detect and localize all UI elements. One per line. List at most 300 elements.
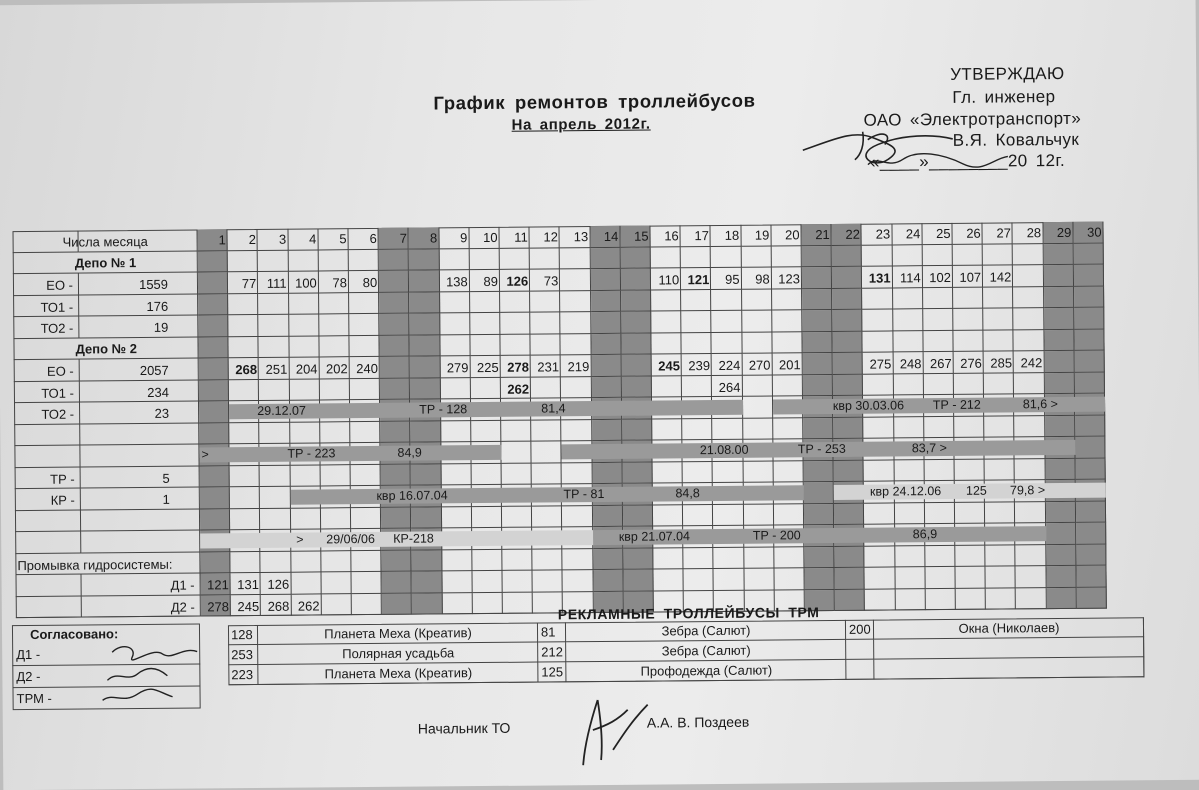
grid-cell [621,312,651,334]
grid-cell [983,308,1013,330]
grid-cell [651,333,681,355]
grid-cell [442,593,472,615]
grid-cell [350,421,380,443]
value-cell: 138 [439,272,469,291]
bar-date: квр 24.12.06 [870,484,941,500]
grid-cell [532,506,562,528]
grid-cell [865,589,895,611]
grid-cell [591,290,621,312]
grid-cell [804,568,834,590]
grid-cell [199,358,229,380]
value-cell: 202 [319,359,349,378]
grid-cell [442,571,472,593]
day-header: 3 [258,230,288,249]
value-cell: 110 [651,270,681,289]
grid-cell [1075,415,1105,437]
grid-cell [532,441,562,463]
grid-cell [651,311,681,333]
grid-cell [318,250,348,272]
grid-cell [653,505,683,527]
value-cell: 204 [289,359,319,378]
grid-cell [742,332,772,354]
grid-cell [1013,265,1043,287]
grid-cell [560,291,590,313]
grid-cell [742,375,772,397]
footer-position: Начальник ТО [418,720,511,737]
grid-cell [1075,437,1105,459]
grid-cell [533,570,563,592]
grid-cell [744,547,774,569]
value-cell: 240 [350,359,380,378]
grid-cell [835,589,865,611]
grid-cell [1013,244,1043,266]
grid-cell [200,487,230,509]
repair-schedule-grid [13,222,1108,619]
grid-cell [321,572,351,594]
bar-value: 83,7 > [912,441,947,456]
grid-cell [472,571,502,593]
grid-cell [440,292,470,314]
grid-cell [741,246,771,268]
value-cell: 268 [229,360,259,379]
grid-cell [683,505,713,527]
grid-cell [382,593,412,615]
grid-cell [500,248,530,270]
grid-cell [923,330,953,352]
grid-cell [561,334,591,356]
grid-cell [743,461,773,483]
grid-cell [804,460,834,482]
grid-cell [502,506,532,528]
grid-cell [1043,243,1073,265]
grid-cell [653,548,683,570]
grid-cell [953,330,983,352]
grid-cell [590,269,620,291]
value-cell: 285 [984,353,1014,372]
grid-cell [560,248,590,270]
adv-name: Окна (Николаев) [874,619,1144,636]
agreed-title: Согласовано: [30,626,118,642]
grid-cell [682,376,712,398]
grid-cell [198,251,228,273]
grid-cell [1046,544,1076,566]
grid-cell [260,508,290,530]
grid-cell [409,249,439,271]
day-header: 14 [590,227,620,246]
grid-cell [713,418,743,440]
grid-cell [714,547,744,569]
grid-cell [1016,588,1046,610]
grid-cell [351,464,381,486]
adv-name: Зебра (Салют) [566,622,846,639]
day-header: 12 [530,227,560,246]
grid-cell [864,503,894,525]
grid-cell [1016,566,1046,588]
grid-cell [259,379,289,401]
grid-cell [832,267,862,289]
day-header: 6 [348,229,378,248]
grid-cell [922,244,952,266]
grid-cell [1074,286,1104,308]
grid-cell [894,460,924,482]
value-cell: 131 [862,268,892,287]
wash-d1-value: 131 [231,575,261,594]
grid-cell [81,487,200,510]
grid-cell [622,419,652,441]
bar-date: 29.12.07 [257,404,306,419]
grid-cell [862,288,892,310]
month-days-label: Числа месяца [63,232,148,252]
grid-cell [895,589,925,611]
grid-cell [803,374,833,396]
grid-cell [986,566,1016,588]
value-cell: 201 [772,355,802,374]
grid-cell [412,593,442,615]
grid-cell [681,247,711,269]
bar-code: ТР - 200 [753,528,801,543]
grid-cell [1014,373,1044,395]
grid-cell [501,420,531,442]
grid-cell [471,463,501,485]
grid-cell [773,418,803,440]
grid-cell [1046,587,1076,609]
grid-cell [16,596,82,618]
approval-organization: ОАО «Электротранспорт» [863,109,1081,131]
adv-number: 128 [228,627,261,642]
grid-cell [1016,545,1046,567]
grid-cell [411,507,441,529]
grid-cell [651,290,681,312]
grid-cell [1015,502,1045,524]
bar-value: 84,9 [397,446,421,461]
grid-cell [563,549,593,571]
grid-cell [501,442,531,464]
grid-cell [1074,351,1104,373]
grid-cell [682,419,712,441]
grid-cell [412,550,442,572]
grid-cell [893,288,923,310]
agreed-d1-label: Д1 - [16,647,40,662]
grid-cell [381,507,411,529]
value-cell: 126 [500,272,530,291]
grid-cell [1045,501,1075,523]
grid-cell [198,294,228,316]
day-header: 26 [952,224,982,243]
grid-cell [955,567,985,589]
grid-cell [199,423,229,445]
grid-cell [893,309,923,331]
grid-cell [803,417,833,439]
depot-1-title: Депо № 1 [75,253,137,273]
grid-cell [409,270,439,292]
grid-cell [198,272,228,294]
grid-cell [955,459,985,481]
adv-cell [846,660,874,680]
grid-cell [1015,416,1045,438]
grid-cell [681,311,711,333]
grid-cell [440,313,470,335]
day-header: 20 [771,225,801,244]
grid-cell [1074,308,1104,330]
value-cell: 251 [259,360,289,379]
grid-cell [714,569,744,591]
row-total-to22: 23 [155,404,170,423]
value-cell: 224 [712,356,742,375]
grid-cell [1076,544,1106,566]
row-label-tr: ТР - [50,469,75,488]
day-header: 1 [198,230,228,249]
adv-name: Полярная усадьба [258,645,538,662]
wash-d1-value: 121 [201,575,231,594]
grid-cell [441,464,471,486]
grid-cell [409,292,439,314]
wash-d2-value: 245 [231,596,261,615]
grid-cell [351,507,381,529]
grid-cell [379,292,409,314]
grid-cell [621,269,651,291]
grid-cell [381,550,411,572]
value-cell: 123 [772,269,802,288]
grid-cell [319,336,349,358]
grid-cell [713,504,743,526]
grid-cell [892,245,922,267]
grid-cell [863,331,893,353]
day-header: 28 [1013,223,1043,242]
grid-cell [380,357,410,379]
grid-cell [561,312,591,334]
grid-cell [894,417,924,439]
grid-cell [380,378,410,400]
row-label-eo1: ЕО - [46,276,73,295]
grid-cell [349,249,379,271]
value-cell: 264 [712,377,742,396]
bar-code: ТР - 253 [798,442,846,457]
grid-cell [774,568,804,590]
value-cell: 102 [923,268,953,287]
grid-cell [500,291,530,313]
grid-cell [1046,523,1076,545]
grid-cell [321,594,351,616]
day-header: 4 [288,229,318,248]
bar-value: 84,8 [675,486,699,501]
adv-cell [874,637,1144,659]
grid-cell [502,571,532,593]
grid-cell [198,337,228,359]
day-header: 5 [318,229,348,248]
grid-cell [832,288,862,310]
grid-cell [563,570,593,592]
grid-cell [228,293,258,315]
row-total-to12: 234 [147,382,169,401]
grid-cell [742,310,772,332]
grid-cell [1076,501,1106,523]
grid-cell [380,335,410,357]
grid-cell [986,588,1016,610]
grid-cell [80,423,199,446]
chief-engineer-signature [792,108,1023,185]
value-cell: 142 [983,267,1013,286]
grid-cell [864,417,894,439]
grid-cell [953,309,983,331]
grid-cell [411,421,441,443]
day-header: 23 [862,224,892,243]
grid-cell [711,289,741,311]
grid-cell [289,314,319,336]
day-header: 10 [469,228,499,247]
grid-cell [623,548,653,570]
grid-cell [803,353,833,375]
day-header: 2 [228,230,258,249]
wash-d2-value: 268 [261,596,291,615]
grid-cell [711,246,741,268]
day-header: 16 [650,226,680,245]
grid-cell [562,463,592,485]
footer-name: А.А. В. Поздеев [647,714,750,731]
grid-cell [289,336,319,358]
value-cell: 267 [923,354,953,373]
grid-cell [895,546,925,568]
agreed-block [12,623,201,710]
row-label-to21: ТО2 - [41,319,74,338]
row-total-eo1: 1559 [139,275,168,294]
grid-cell [773,461,803,483]
row-total-kr: 1 [163,490,170,509]
grid-cell [319,293,349,315]
grid-cell [503,592,533,614]
grid-cell [469,248,499,270]
grid-cell [291,508,321,530]
grid-cell [683,462,713,484]
grid-cell [260,465,290,487]
grid-cell [472,549,502,571]
grid-cell [411,464,441,486]
grid-cell [864,460,894,482]
value-cell: 231 [531,357,561,376]
grid-cell [228,315,258,337]
grid-cell [984,330,1014,352]
grid-cell [382,572,412,594]
bar-code: ТР - 212 [933,398,981,413]
grid-cell [954,416,984,438]
wash-d2-value: 262 [291,596,321,615]
grid-cell [983,244,1013,266]
grid-cell [410,356,440,378]
grid-cell [349,314,379,336]
grid-cell [802,310,832,332]
grid-cell [470,313,500,335]
grid-cell [623,505,653,527]
day-header: 18 [711,226,741,245]
grid-cell [289,379,319,401]
grid-cell [441,421,471,443]
bar-date: квр 16.07.04 [376,488,447,504]
document-subtitle: На апрель 2012г. [512,116,651,134]
grid-cell [258,250,288,272]
grid-cell [200,552,230,574]
value-cell: 279 [440,358,470,377]
grid-cell [712,332,742,354]
grid-cell [530,248,560,270]
grid-cell [228,250,258,272]
grid-cell [862,245,892,267]
grid-cell [79,294,198,317]
grid-cell [1044,372,1074,394]
grid-cell [653,462,683,484]
grid-cell [955,502,985,524]
grid-cell [1044,329,1074,351]
bar-code: ТР - 128 [419,402,467,417]
adv-name: Профодежда (Салют) [566,662,846,679]
grid-cell [321,551,351,573]
adv-number: 223 [228,667,261,682]
grid-cell [351,572,381,594]
bar-date: 29/06/06 [326,532,375,547]
grid-cell [81,509,200,532]
grid-cell [833,353,863,375]
grid-cell [198,315,228,337]
row-label-kr: КР - [51,491,75,510]
grid-cell [653,569,683,591]
value-cell: 121 [681,270,711,289]
day-header: 11 [499,228,529,247]
grid-cell [1073,243,1103,265]
grid-cell [320,422,350,444]
grid-cell [924,459,954,481]
grid-cell [410,335,440,357]
grid-cell [712,311,742,333]
grid-cell [743,418,773,440]
repair-bar-tr223 [199,445,501,463]
grid-cell [863,374,893,396]
grid-cell [1015,459,1045,481]
value-cell: 278 [501,358,531,377]
value-cell: 100 [288,273,318,292]
bar-value: 81,4 [541,401,565,416]
wash-title: Промывка гидросистемы: [17,554,172,574]
grid-cell [591,355,621,377]
grid-cell [500,334,530,356]
grid-cell [681,290,711,312]
grid-cell [380,421,410,443]
grid-cell [472,592,502,614]
value-cell: 242 [1014,353,1044,372]
grid-cell [623,570,653,592]
grid-cell [200,509,230,531]
document-title: График ремонтов троллейбусов [433,90,755,115]
adv-cell [846,640,874,660]
grid-cell [200,466,230,488]
grid-cell [774,504,804,526]
grid-cell [591,312,621,334]
grid-cell [1014,330,1044,352]
grid-cell [956,588,986,610]
grid-cell [230,487,260,509]
grid-cell [471,420,501,442]
value-cell: 239 [682,356,712,375]
value-cell: 98 [741,269,771,288]
grid-cell [925,567,955,589]
grid-cell [834,503,864,525]
bar-value: 81,6 > [1023,397,1058,412]
grid-cell [983,287,1013,309]
day-header: 9 [439,228,469,247]
grid-cell [229,336,259,358]
grid-cell [15,532,81,554]
grid-cell [895,567,925,589]
value-cell: 95 [711,270,741,289]
grid-cell [924,416,954,438]
grid-cell [260,422,290,444]
